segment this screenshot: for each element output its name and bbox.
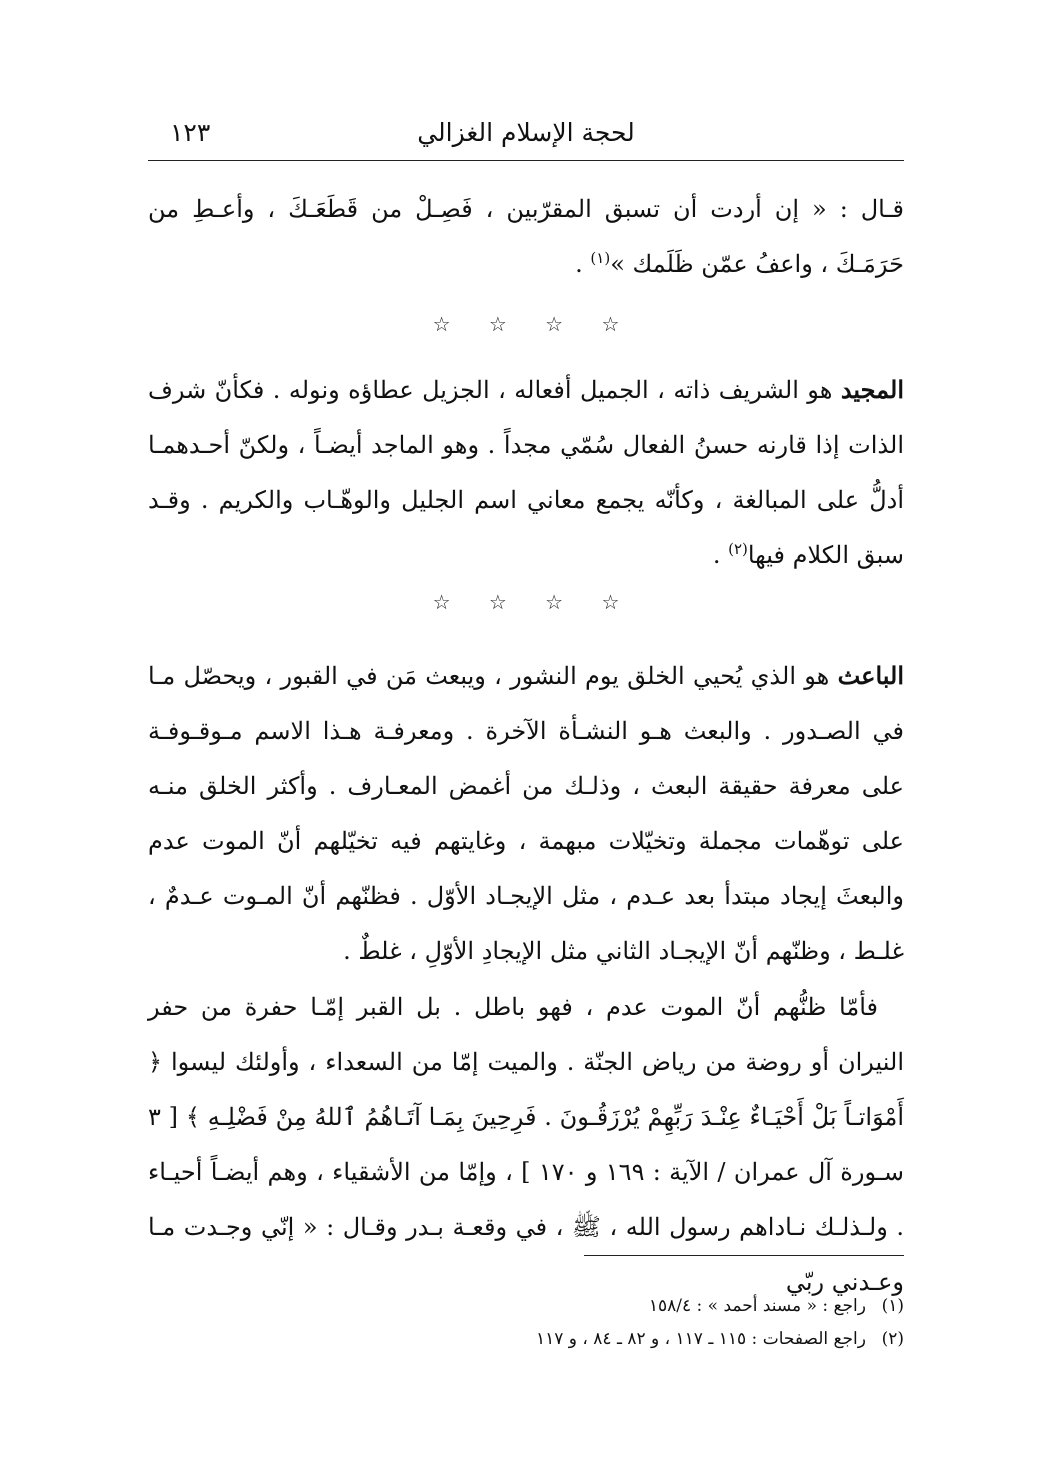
paragraph-text: فأمّا ظنُّهم أنّ الموت عدم ، فهو باطل . بل القبر إمّـا حفرة من حفر النيران أو روضة من رياض الجنّة . والميت إمّا من السعداء ، وأولئك ليسوا ﴿ أَمْوَاتـاً بَلْ أَحْيَـاءٌ عِنْـدَ رَبِّهِمْ يُرْزَقُـونَ . فَرِحِينَ بِمَـا آتَـاهُمُ ٱللهُ مِنْ فَضْلِـهِ ﴾ [ ٣ سـورة آل عمران / الآية : ١٦٩ و ١٧٠ ] ، وإمّا من الأشقياء ، وهم أيضـاً أحيـاء . ولـذلـك نـاداهم رسول الله ، ﷺ ، في وقعـة بـدر وقـال : « إنّي وجـدت مـا وعـدني ربّي bbox=[148, 993, 905, 1296]
footnote-text: راجع الصفحات : ١١٥ ـ ١١٧ ، و ٨٢ ـ ٨٤ ، و ١١٧ bbox=[535, 1329, 866, 1349]
footnote-ref[interactable]: (٢) bbox=[728, 540, 748, 558]
paragraph-continuation bbox=[148, 980, 904, 1310]
footnotes bbox=[148, 1290, 904, 1356]
paragraph-al-baith bbox=[148, 648, 904, 979]
footnote-number: (١) bbox=[881, 1296, 904, 1316]
footnote-item bbox=[148, 1323, 904, 1356]
divine-name-term: المجيد bbox=[840, 375, 904, 404]
page-title: لحجة الإسلام الغزالي bbox=[417, 118, 635, 147]
footnote-item bbox=[148, 1290, 904, 1323]
section-separator: ☆ ☆ ☆ ☆ bbox=[432, 312, 620, 336]
section-separator: ☆ ☆ ☆ ☆ bbox=[432, 590, 620, 614]
page-number: ١٢٣ bbox=[170, 118, 211, 147]
page-header bbox=[148, 112, 904, 158]
footnote-ref[interactable]: (١) bbox=[590, 249, 611, 267]
paragraph-hadith bbox=[148, 182, 904, 292]
paragraph-tail: . bbox=[712, 541, 729, 569]
paragraph-text: قـال : « إن أردت أن تسبق المقرّبين ، فَصِـلْ من قَطَعَـكَ ، وأعـطِ من حَرَمَـكَ ، واعفُ عمّن ظَلَمك » bbox=[148, 195, 904, 278]
divine-name-term: الباعث bbox=[837, 661, 904, 690]
paragraph-text: هو الذي يُحيي الخلق يوم النشور ، ويبعث مَن في القبور ، ويحصّل مـا في الصـدور . والبعث هـو النشـأة الآخرة . ومعرفـة هـذا الاسم مـوقـوفـة على معرفة حقيقة البعث ، وذلـك من أغمض المعـارف . وأكثر الخلق منـه على توهّمات مجملة وتخيّلات مبهمة ، وغايتهم فيه تخيّلهم أنّ الموت عدم والبعثَ إيجاد مبتدأ بعد عـدم ، مثل الإيجـاد الأوّل . فظنّهم أنّ المـوت عـدمٌ ، غلـط ، وظنّهم أنّ الإيجـاد الثاني مثل الإيجادِ الأوّلِ ، غلطٌ . bbox=[148, 662, 905, 965]
paragraph-text: هو الشريف ذاته ، الجميل أفعاله ، الجزيل عطاؤه ونوله . فكأنّ شرف الذات إذا قارنه حسنُ الفعال سُمّي مجداً . وهو الماجد أيضـاً ، ولكنّ أحـدهمـا أدلُّ على المبالغة ، وكأنّه يجمع معاني اسم الجليل والوهّـاب والكريم . وقـد سبق الكلام فيها bbox=[148, 376, 904, 569]
paragraph-al-majid bbox=[148, 362, 904, 583]
header-divider bbox=[148, 160, 904, 161]
footnote-number: (٢) bbox=[881, 1329, 904, 1349]
footnote-divider bbox=[584, 1255, 904, 1256]
paragraph-tail: . bbox=[575, 250, 591, 278]
footnote-text: راجع : « مسند أحمد » : ١٥٨/٤ bbox=[648, 1296, 866, 1316]
